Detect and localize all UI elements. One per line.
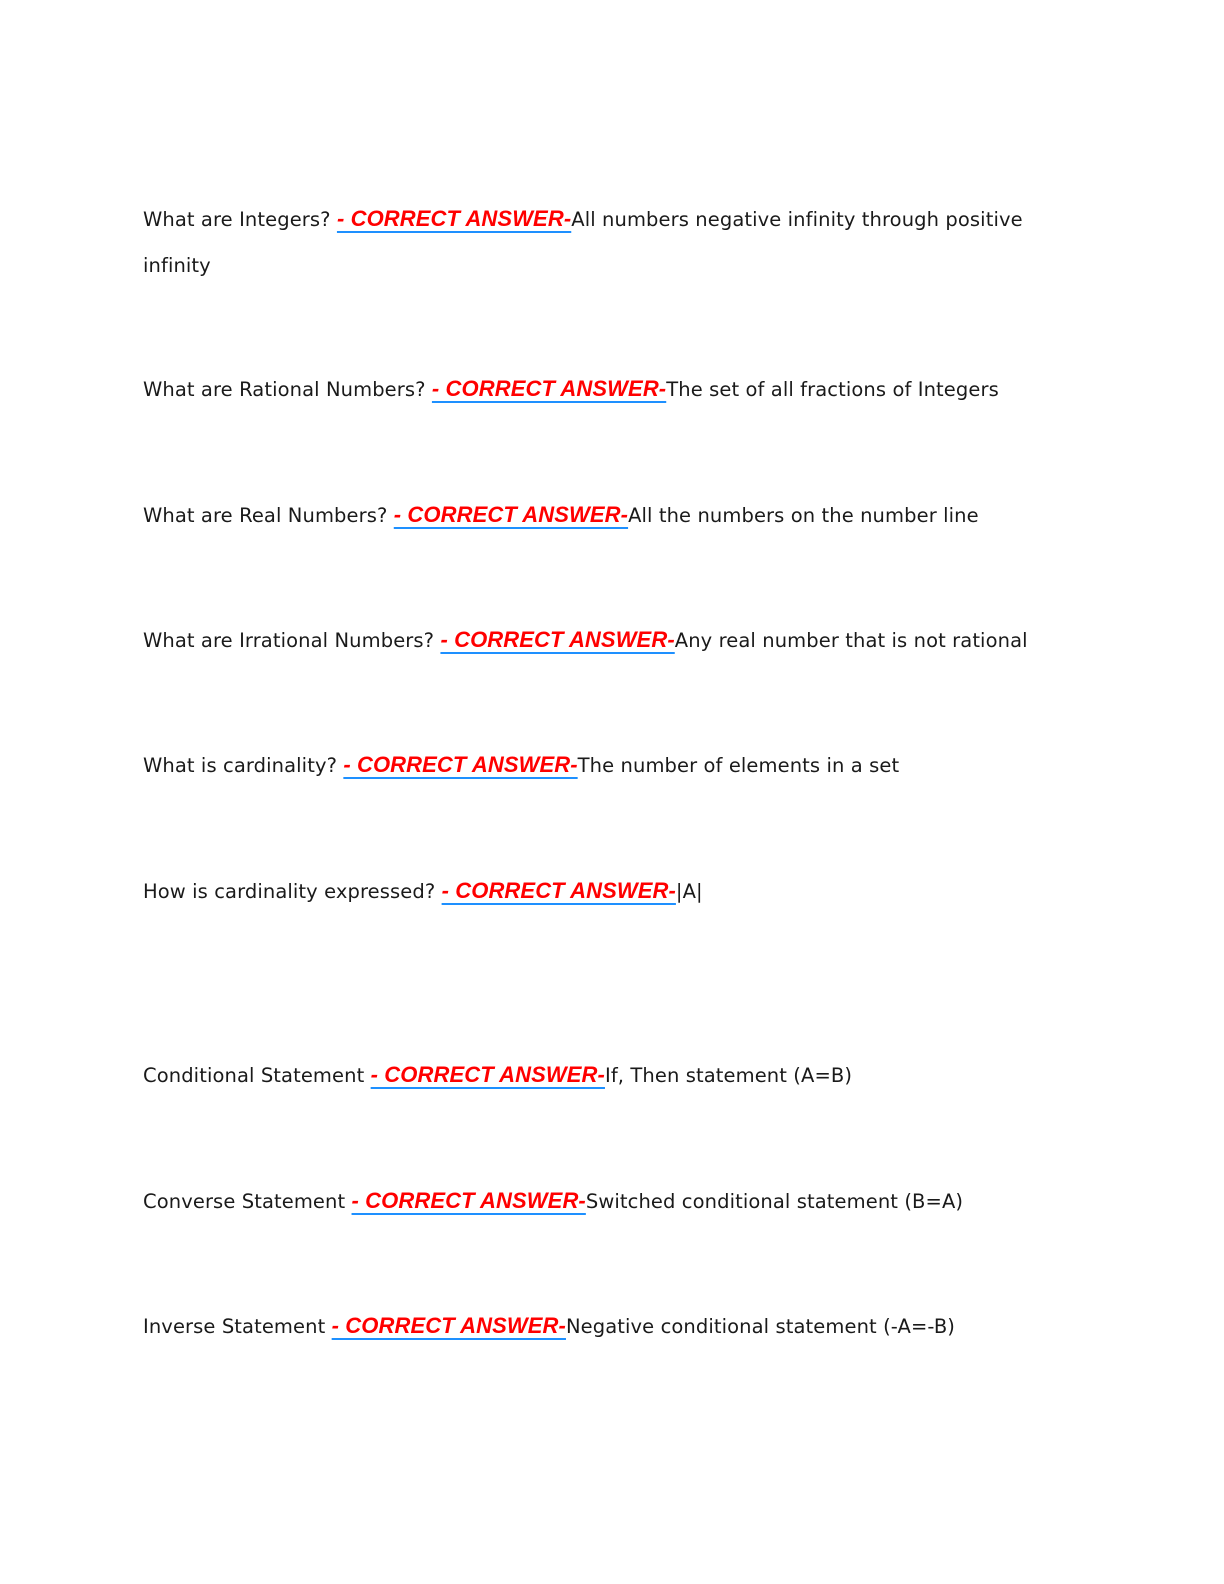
qa-entry-conditional-statement: [143, 1052, 1078, 1099]
correct-answer-marker: - CORRECT ANSWER-: [336, 206, 572, 231]
correct-answer-marker: - CORRECT ANSWER-: [441, 878, 676, 903]
question-text: What are Irrational Numbers?: [143, 629, 435, 652]
correct-answer-marker: - CORRECT ANSWER-: [343, 752, 578, 777]
qa-entry-cardinality: [143, 742, 1078, 789]
answer-text: The number of elements in a set: [577, 754, 900, 777]
question-text: Converse Statement: [143, 1190, 346, 1213]
answer-text: Any real number that is not rational: [674, 629, 1028, 652]
question-text: Inverse Statement: [143, 1315, 326, 1338]
answer-text: The set of all fractions of Integers: [666, 378, 999, 401]
answer-text: If, Then statement (A=B): [604, 1064, 853, 1087]
correct-answer-marker: - CORRECT ANSWER-: [331, 1313, 566, 1338]
answer-text: Switched conditional statement (B=A): [585, 1190, 964, 1213]
question-text: How is cardinality expressed?: [143, 880, 436, 903]
correct-answer-marker: - CORRECT ANSWER-: [393, 502, 629, 527]
qa-entry-rational-numbers: [143, 366, 1078, 413]
correct-answer-marker: - CORRECT ANSWER-: [351, 1188, 586, 1213]
question-text: What is cardinality?: [143, 754, 338, 777]
answer-text: |A|: [675, 880, 703, 903]
qa-entry-cardinality-expression: [143, 868, 1078, 915]
question-text: What are Real Numbers?: [143, 504, 388, 527]
question-text: Conditional Statement: [143, 1064, 365, 1087]
answer-text: All the numbers on the number line: [628, 504, 979, 527]
qa-entry-integers: [143, 196, 1078, 289]
question-text: What are Integers?: [143, 208, 331, 231]
answer-text: All numbers negative infinity through positive infinity: [143, 208, 1023, 277]
qa-entry-converse-statement: [143, 1178, 1078, 1225]
correct-answer-marker: - CORRECT ANSWER-: [431, 376, 667, 401]
correct-answer-marker: - CORRECT ANSWER-: [370, 1062, 605, 1087]
qa-entry-inverse-statement: [143, 1303, 1078, 1350]
question-text: What are Rational Numbers?: [143, 378, 426, 401]
answer-text: Negative conditional statement (-A=-B): [565, 1315, 956, 1338]
correct-answer-marker: - CORRECT ANSWER-: [440, 627, 675, 652]
qa-entry-irrational-numbers: [143, 617, 1078, 664]
qa-entry-real-numbers: [143, 492, 1078, 539]
